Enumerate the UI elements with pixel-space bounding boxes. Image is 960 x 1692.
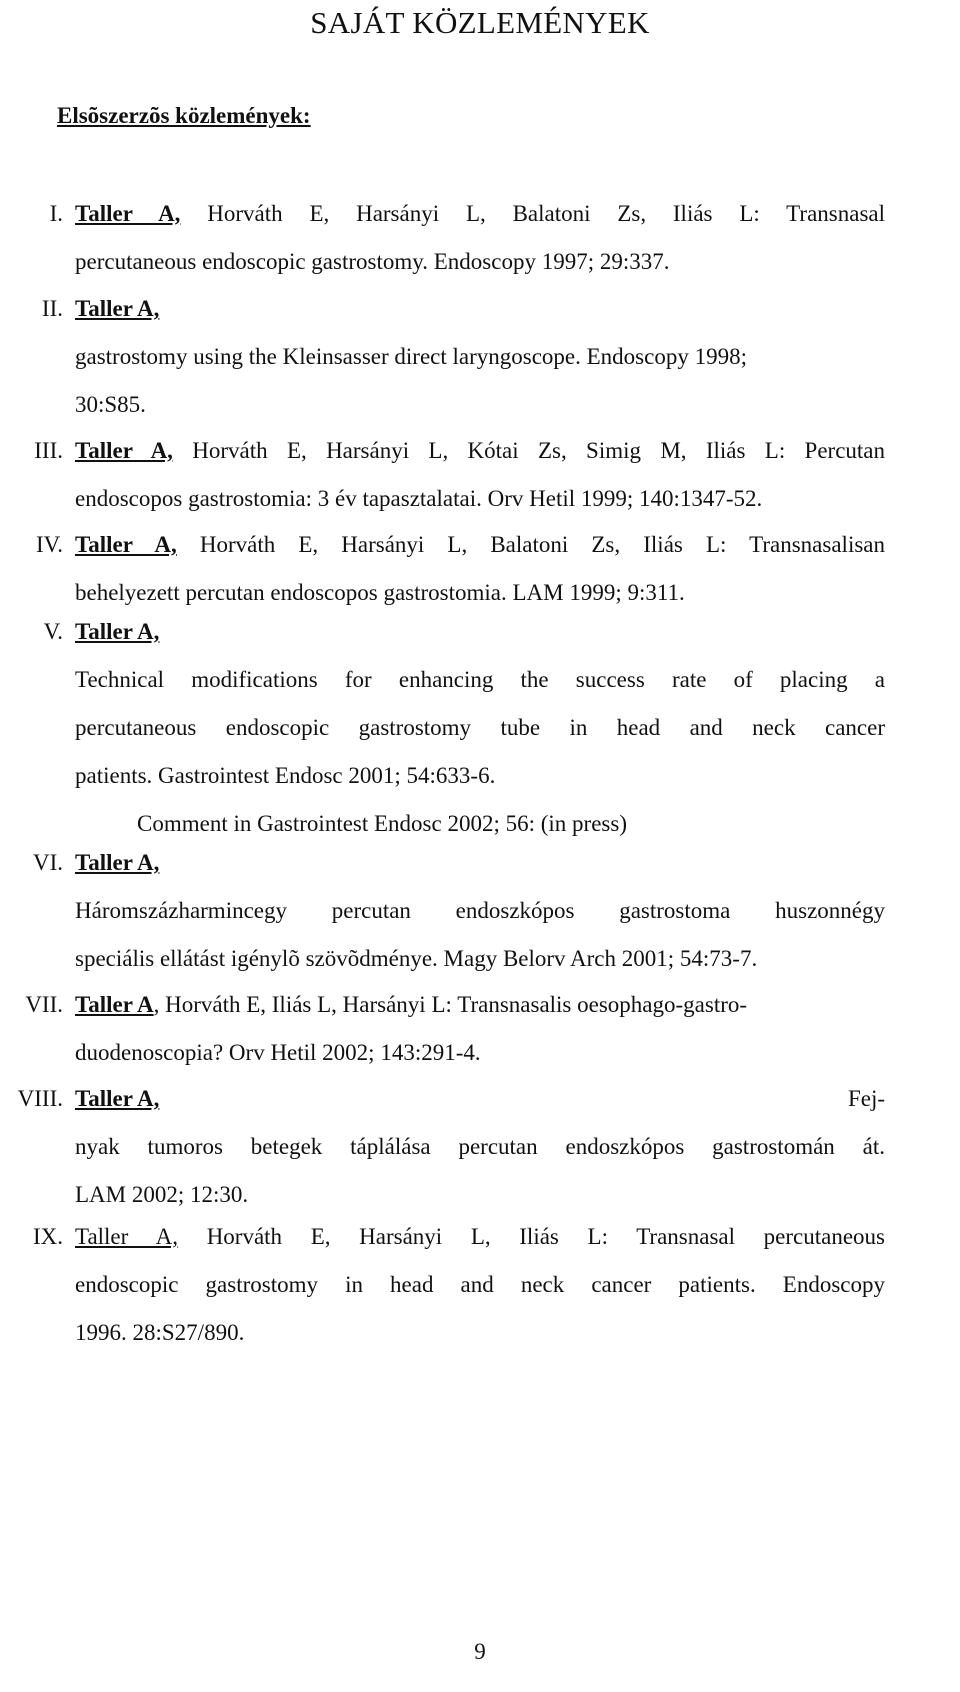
author-name: Taller A,	[75, 1224, 179, 1249]
entry-line: Technical modifications for enhancing the success rate of placing a	[75, 667, 885, 692]
entry-line: percutaneous endoscopic gastrostomy. Endoscopy 1997; 29:337.	[75, 249, 670, 274]
entry-number: VII.	[25, 992, 63, 1017]
entry-line	[75, 521, 885, 569]
hyphenated-word: Fej-	[847, 1086, 885, 1111]
citation-text: Horváth E, Harsányi L, Balatoni Zs, Iliás L: Transnasal	[180, 201, 885, 226]
citation-text: Horváth E, Harsányi L, Iliás L: Transnasal percutaneous	[178, 1224, 885, 1249]
entry-text	[75, 285, 885, 429]
entry-number: III.	[34, 438, 63, 463]
entry-line	[75, 190, 885, 238]
page-title: SAJÁT KÖZLEMÉNYEK	[310, 5, 650, 40]
entry-line	[75, 285, 885, 333]
entry-line: 30:S85.	[75, 392, 146, 417]
entry-line	[75, 1075, 885, 1123]
entry-number: VIII.	[17, 1086, 63, 1111]
entry-line: 1996. 28:S27/890.	[75, 1320, 245, 1345]
entry-line: gastrostomy using the Kleinsasser direct laryngoscope. Endoscopy 1998;	[75, 344, 747, 369]
comment-line: Comment in Gastrointest Endosc 2002; 56: (in press)	[137, 811, 627, 836]
author-name: Taller A,	[75, 619, 160, 644]
entry-line: Háromszázharmincegy percutan endoszkópos gastrostoma huszonnégy	[75, 898, 885, 923]
entry-number: I.	[49, 201, 63, 226]
section-heading: Elsõszerzõs közlemények:	[57, 103, 311, 128]
entry-line: duodenoscopia? Orv Hetil 2002; 143:291-4.	[75, 1040, 481, 1065]
page-number: 9	[474, 1639, 486, 1664]
entry-text	[75, 981, 885, 1077]
entry-line: LAM 2002; 12:30.	[75, 1182, 249, 1207]
author-name: Taller A,	[75, 438, 173, 463]
entry-number: IV.	[35, 532, 63, 557]
entry-line	[75, 427, 885, 475]
entry-line: behelyezett percutan endoscopos gastrostomia. LAM 1999; 9:311.	[75, 580, 685, 605]
entry-text	[75, 521, 885, 617]
entry-text	[75, 190, 885, 286]
entry-line: percutaneous endoscopic gastrostomy tube in head and neck cancer	[75, 715, 885, 740]
entry-line: speciális ellátást igénylõ szövõdménye. Magy Belorv Arch 2001; 54:73-7.	[75, 946, 758, 971]
entry-text	[75, 1075, 885, 1219]
author-name: Taller A,	[75, 1086, 160, 1111]
entry-number: IX.	[32, 1224, 63, 1249]
entry-line: endoscopos gastrostomia: 3 év tapasztalatai. Orv Hetil 1999; 140:1347-52.	[75, 486, 763, 511]
entry-number: II.	[41, 296, 63, 321]
author-name: Taller A,	[75, 532, 177, 557]
entry-number: VI.	[32, 850, 63, 875]
entry-text	[75, 608, 885, 848]
entry-line: endoscopic gastrostomy in head and neck cancer patients. Endoscopy	[75, 1272, 885, 1297]
entry-line	[75, 839, 885, 887]
author-name: Taller A,	[75, 296, 160, 321]
citation-text: Horváth E, Harsányi L, Balatoni Zs, Iliás L: Transnasalisan	[176, 532, 885, 557]
entry-text	[75, 839, 885, 983]
entry-number: V.	[43, 619, 63, 644]
entry-line	[75, 608, 885, 656]
entry-line: nyak tumoros betegek táplálása percutan endoszkópos gastrostomán át.	[75, 1134, 885, 1159]
citation-text: , Horváth E, Iliás L, Harsányi L: Transnasalis oesophago-gastro-	[153, 992, 748, 1017]
entry-text	[75, 427, 885, 523]
author-name: Taller A	[75, 992, 154, 1017]
entry-line	[75, 1213, 885, 1261]
citation-text: Horváth E, Harsányi L, Kótai Zs, Simig M, Iliás L: Percutan	[172, 438, 885, 463]
entry-text	[75, 1213, 885, 1357]
entry-line	[75, 981, 885, 1029]
entry-line: patients. Gastrointest Endosc 2001; 54:633-6.	[75, 763, 496, 788]
author-name: Taller A,	[75, 201, 181, 226]
author-name: Taller A,	[75, 850, 160, 875]
